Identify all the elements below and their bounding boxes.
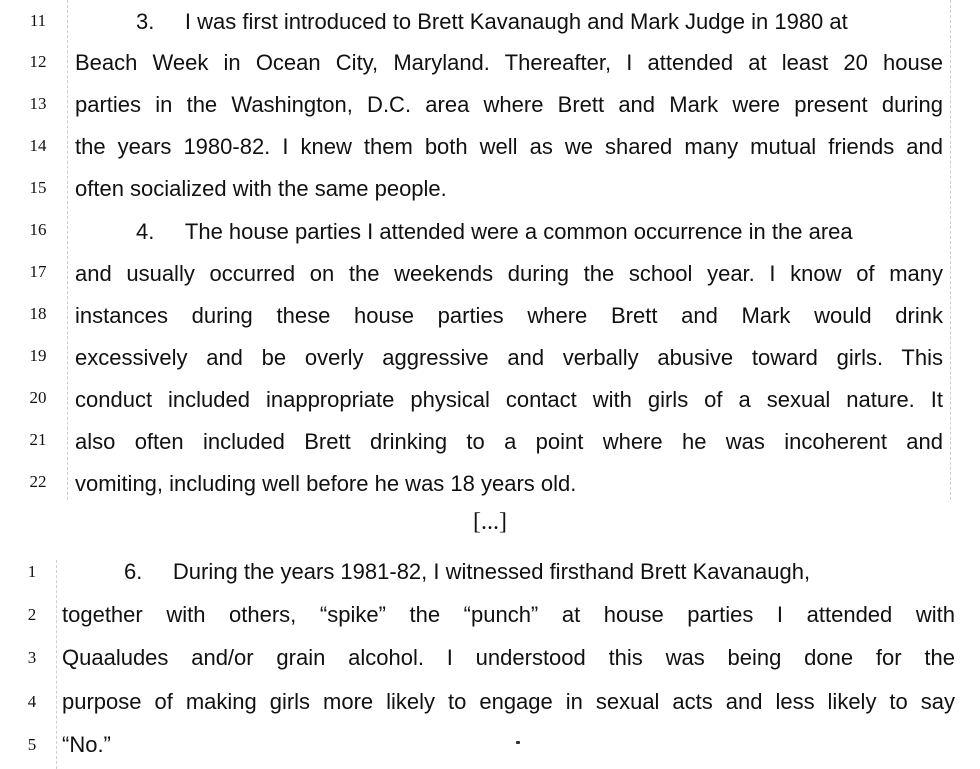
paragraph-line: instances during these house parties where Brett and Mark would drink (75, 303, 943, 328)
line-number: 12 (29, 52, 47, 71)
paragraph-line: “No.” (62, 732, 111, 757)
line-number: 19 (29, 346, 47, 365)
paragraph-line: 6. During the years 1981-82, I witnessed firsthand Brett Kavanaugh, (124, 559, 811, 584)
paragraph-line: 4. The house parties I attended were a common occurrence in the area (136, 219, 853, 244)
line-number: 3 (27, 648, 37, 667)
line-number: 11 (29, 11, 47, 30)
line-number: 1 (27, 562, 37, 581)
line-number: 17 (29, 262, 47, 281)
scan-speck (516, 741, 520, 744)
line-number: 16 (29, 220, 47, 239)
line-number: 21 (29, 430, 47, 449)
line-number: 14 (29, 136, 47, 155)
paragraph-line: the years 1980-82. I knew them both well as we shared many mutual friends and (75, 134, 943, 159)
paragraph-line: Quaaludes and/or grain alcohol. I understood this was being done for the (62, 645, 955, 670)
line-number: 20 (29, 388, 47, 407)
margin-rule (67, 0, 68, 500)
paragraph-line: parties in the Washington, D.C. area where Brett and Mark were present during (75, 92, 943, 117)
margin-rule-right (950, 0, 951, 500)
paragraph-line: vomiting, including well before he was 18 years old. (75, 471, 577, 496)
paragraph-line: conduct included inappropriate physical contact with girls of a sexual nature. It (75, 387, 943, 412)
paragraph-line: also often included Brett drinking to a point where he was incoherent and (75, 429, 943, 454)
line-number: 5 (27, 735, 37, 754)
paragraph-line: and usually occurred on the weekends during the school year. I know of many (75, 261, 943, 286)
line-number: 2 (27, 605, 37, 624)
omission-ellipsis: [...] (473, 509, 507, 535)
paragraph-line: together with others, “spike” the “punch” at house parties I attended with (62, 602, 955, 627)
paragraph-line: often socialized with the same people. (75, 176, 447, 201)
paragraph-line: Beach Week in Ocean City, Maryland. Thereafter, I attended at least 20 house (75, 50, 943, 75)
paragraph-line: purpose of making girls more likely to engage in sexual acts and less likely to say (62, 689, 955, 714)
paragraph-line: 3. I was first introduced to Brett Kavanaugh and Mark Judge in 1980 at (136, 9, 848, 34)
line-number: 13 (29, 94, 47, 113)
line-number: 4 (27, 692, 37, 711)
margin-rule (56, 560, 57, 769)
line-number: 22 (29, 472, 47, 491)
paragraph-line: excessively and be overly aggressive and verbally abusive toward girls. This (75, 345, 943, 370)
line-number: 18 (29, 304, 47, 323)
line-number: 15 (29, 178, 47, 197)
